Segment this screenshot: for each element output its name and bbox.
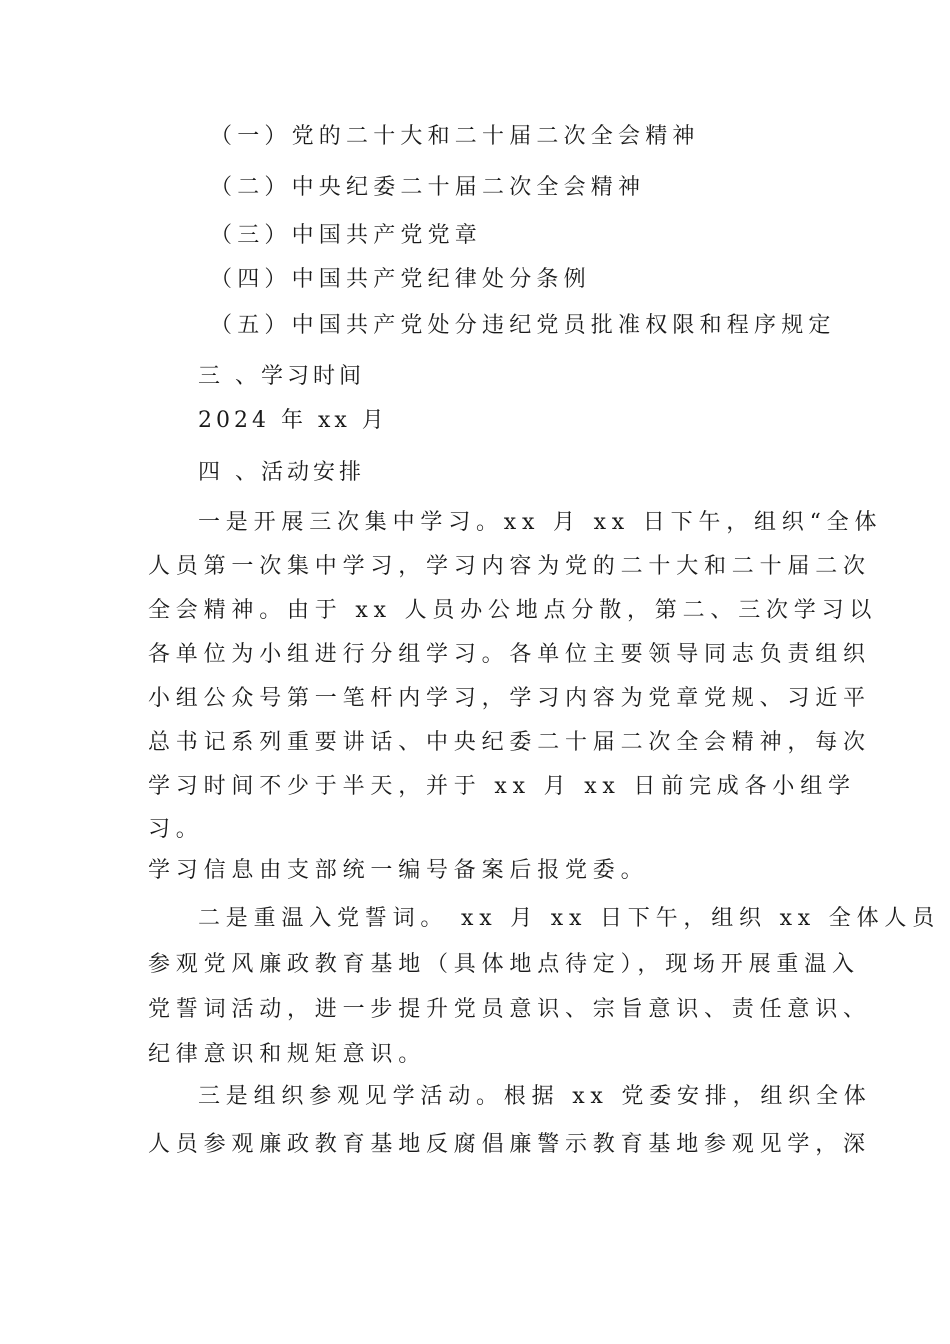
paragraph-line: 各单位为小组进行分组学习。各单位主要领导同志负责组织 [148,642,871,667]
study-item-4: （四）中国共产党纪律处分条例 [210,267,591,292]
section-heading-activities: 四 、活动安排 [198,460,365,485]
paragraph-line: 三是组织参观见学活动。根据 xx 党委安排，组织全体 [198,1084,872,1109]
paragraph-line: 一是开展三次集中学习。xx 月 xx 日下午，组织“全体 [198,510,883,535]
paragraph-line: 二是重温入党誓词。 xx 月 xx 日下午，组织 xx 全体人员 [198,906,941,931]
paragraph-line: 学习信息由支部统一编号备案后报党委。 [148,858,649,883]
paragraph-line: 人员参观廉政教育基地反腐倡廉警示教育基地参观见学，深 [148,1132,871,1157]
paragraph-line: 参观党风廉政教育基地（具体地点待定），现场开展重温入 [148,952,860,977]
paragraph-line: 习。 [148,817,204,842]
paragraph-line: 全会精神。由于 xx 人员办公地点分散，第二、三次学习以 [148,598,878,623]
paragraph-line: 总书记系列重要讲话、中央纪委二十届二次全会精神，每次 [148,730,871,755]
study-item-5: （五）中国共产党处分违纪党员批准权限和程序规定 [210,313,836,338]
paragraph-line: 党誓词活动，进一步提升党员意识、宗旨意识、责任意识、 [148,997,871,1022]
paragraph-line: 人员第一次集中学习，学习内容为党的二十大和二十届二次 [148,554,871,579]
paragraph-line: 学习时间不少于半天，并于 xx 月 xx 日前完成各小组学 [148,774,856,799]
study-item-2: （二）中央纪委二十届二次全会精神 [210,175,646,200]
study-item-3: （三）中国共产党党章 [210,223,483,248]
paragraph-line: 纪律意识和规矩意识。 [148,1042,427,1067]
study-time-value: 2024 年 xx 月 [198,408,388,433]
section-heading-study-time: 三 、学习时间 [198,364,365,389]
paragraph-line: 小组公众号第一笔杆内学习，学习内容为党章党规、习近平 [148,686,871,711]
study-item-1: （一）党的二十大和二十届二次全会精神 [210,124,700,149]
